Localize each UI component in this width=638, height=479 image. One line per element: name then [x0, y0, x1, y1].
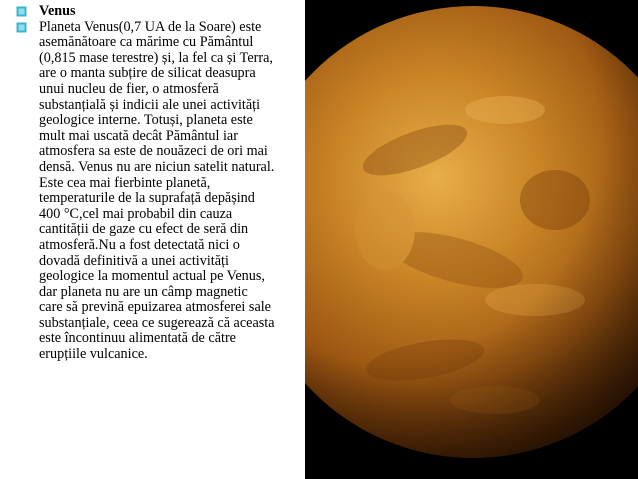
body-line: erupțiile vulcanice. [39, 346, 148, 363]
body-line: dovadă definitivă a unei activități [39, 252, 229, 269]
venus-planet-image [305, 0, 638, 479]
body-line: Este cea mai fierbinte planetă, [39, 174, 211, 191]
body-line: geologice interne. Totuși, planeta este [39, 112, 253, 129]
body-line: unui nucleu de fier, o atmosferă [39, 80, 219, 97]
body-line: temperaturile de la suprafață depășind [39, 190, 255, 207]
body-line: este încontinuu alimentată de către [39, 330, 236, 347]
body-paragraph [39, 20, 326, 363]
body-line: geologice la momentul actual pe Venus, [39, 268, 265, 285]
text-content [8, 4, 326, 363]
body-line: densă. Venus nu are niciun satelit natural. [39, 158, 275, 175]
square-bullet-icon [16, 6, 27, 17]
body-line: substanțiale, ceea ce sugerează că aceasta [39, 314, 275, 331]
body-line: (0,815 mase terestre) și, la fel ca și Terra, [39, 49, 273, 66]
slide-heading: Venus [39, 3, 76, 19]
bullet-body [8, 20, 326, 363]
venus-planet-graphic [305, 0, 638, 479]
body-line: 400 °C,cel mai probabil din cauza [39, 205, 233, 222]
body-line: are o manta subțire de silicat deasupra [39, 65, 256, 82]
body-line: asemănătoare ca mărime cu Pământul [39, 34, 254, 51]
body-line: care să prevină epuizarea atmosferei sale [39, 299, 271, 316]
body-line: cantității de gaze cu efect de seră din [39, 221, 249, 238]
body-line: substanțială și indicii ale unei activități [39, 96, 261, 113]
body-line: atmosferă.Nu a fost detectată nici o [39, 236, 240, 253]
square-bullet-icon [16, 22, 27, 33]
body-line: mult mai uscată decât Pământul iar [39, 127, 238, 144]
body-line: dar planeta nu are un câmp magnetic [39, 283, 248, 300]
bullet-heading [8, 4, 326, 20]
body-line: atmosfera sa este de nouăzeci de ori mai [39, 143, 268, 160]
body-line: Planeta Venus(0,7 UA de la Soare) este [39, 18, 262, 35]
